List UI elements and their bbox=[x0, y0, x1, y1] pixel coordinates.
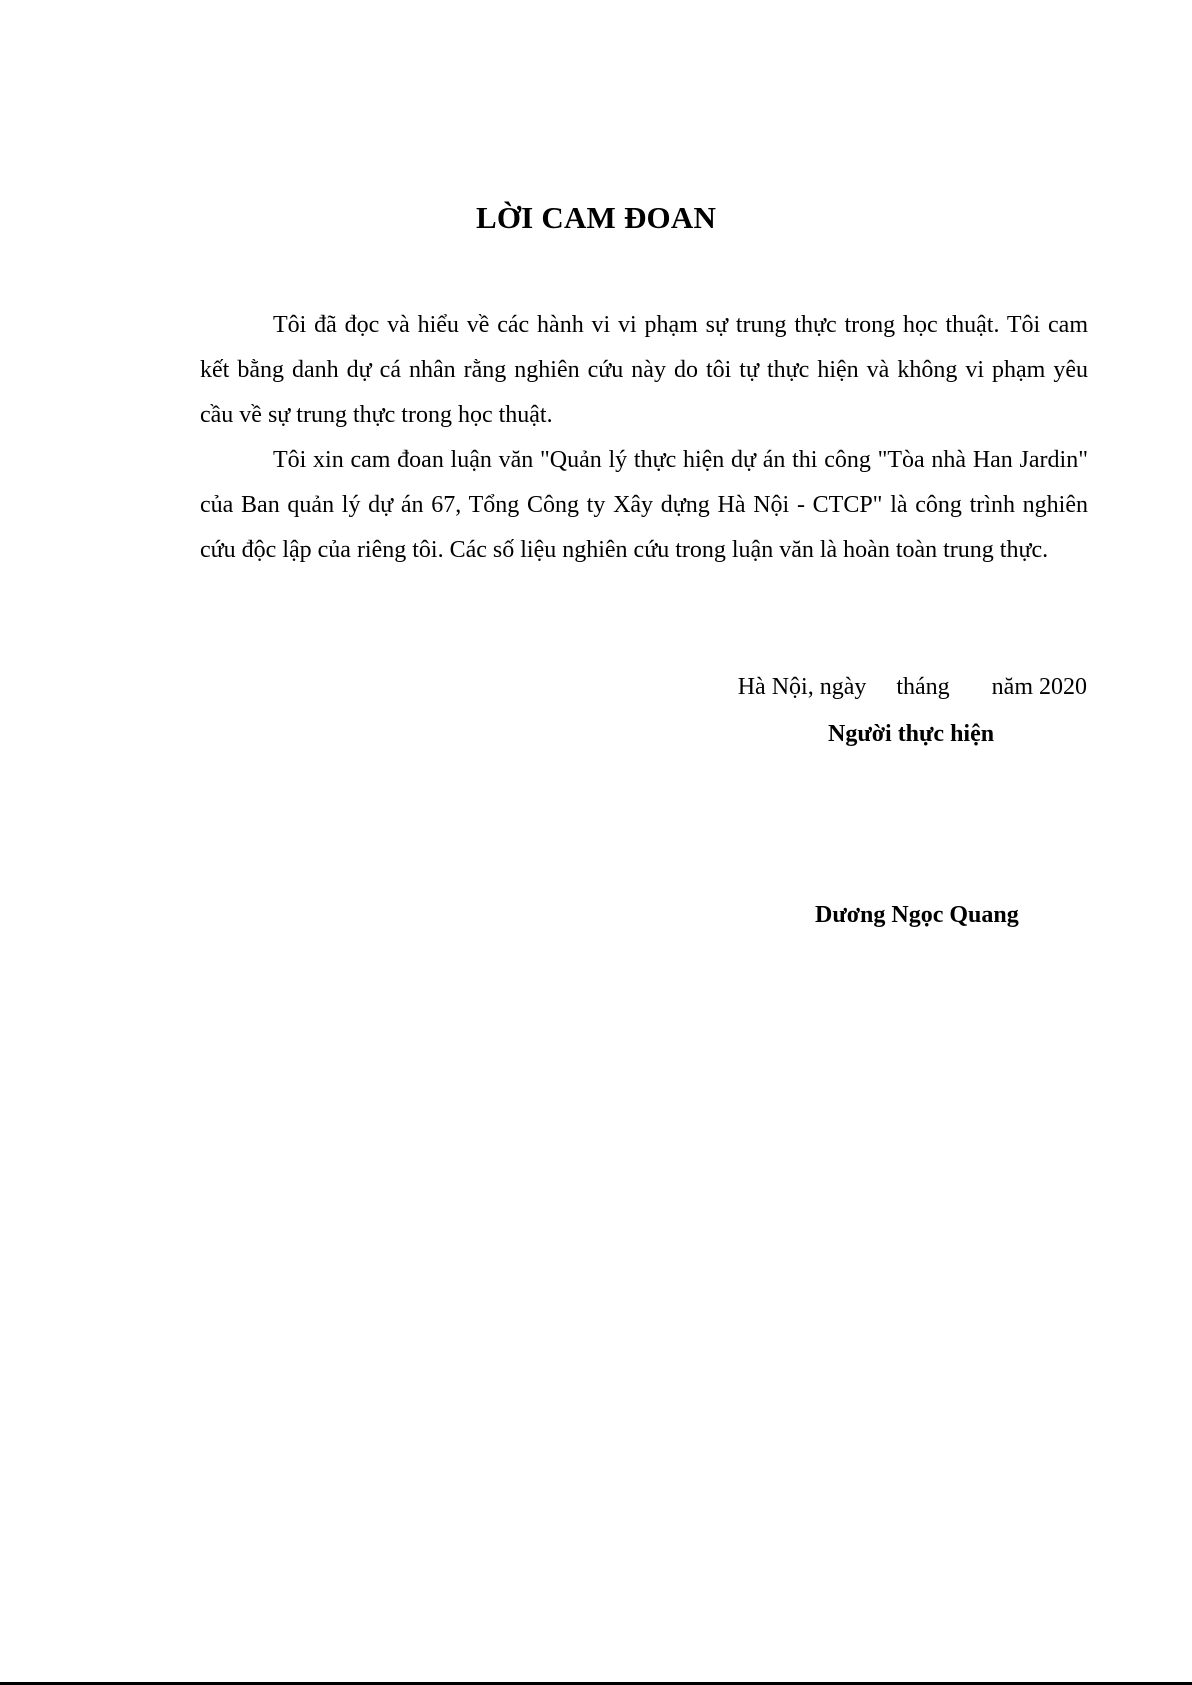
paragraph-2: Tôi xin cam đoan luận văn "Quản lý thực hiện dự án thi công "Tòa nhà Han Jardin" của Ban quản lý dự án 67, Tổng Công ty Xây dựng Hà Nội - CTCP" là công trình nghiên cứu độc lập của riêng tôi. Các số liệu nghiên cứu trong luận văn là hoàn toàn trung thực. bbox=[200, 447, 1088, 563]
date-line: Hà Nội, ngày tháng năm 2020 bbox=[737, 674, 1087, 700]
paragraph-1: Tôi đã đọc và hiểu về các hành vi vi phạm sự trung thực trong học thuật. Tôi cam kết bằng danh dự cá nhân rằng nghiên cứu này do tôi tự thực hiện và không vi phạm yêu cầu về sự trung thực trong học thuật. bbox=[200, 312, 1088, 428]
page-title: LỜI CAM ĐOAN bbox=[475, 200, 717, 235]
signer-name: Dương Ngọc Quang bbox=[815, 902, 1019, 928]
signer-title: Người thực hiện bbox=[828, 721, 995, 747]
declaration-body bbox=[200, 303, 1088, 573]
